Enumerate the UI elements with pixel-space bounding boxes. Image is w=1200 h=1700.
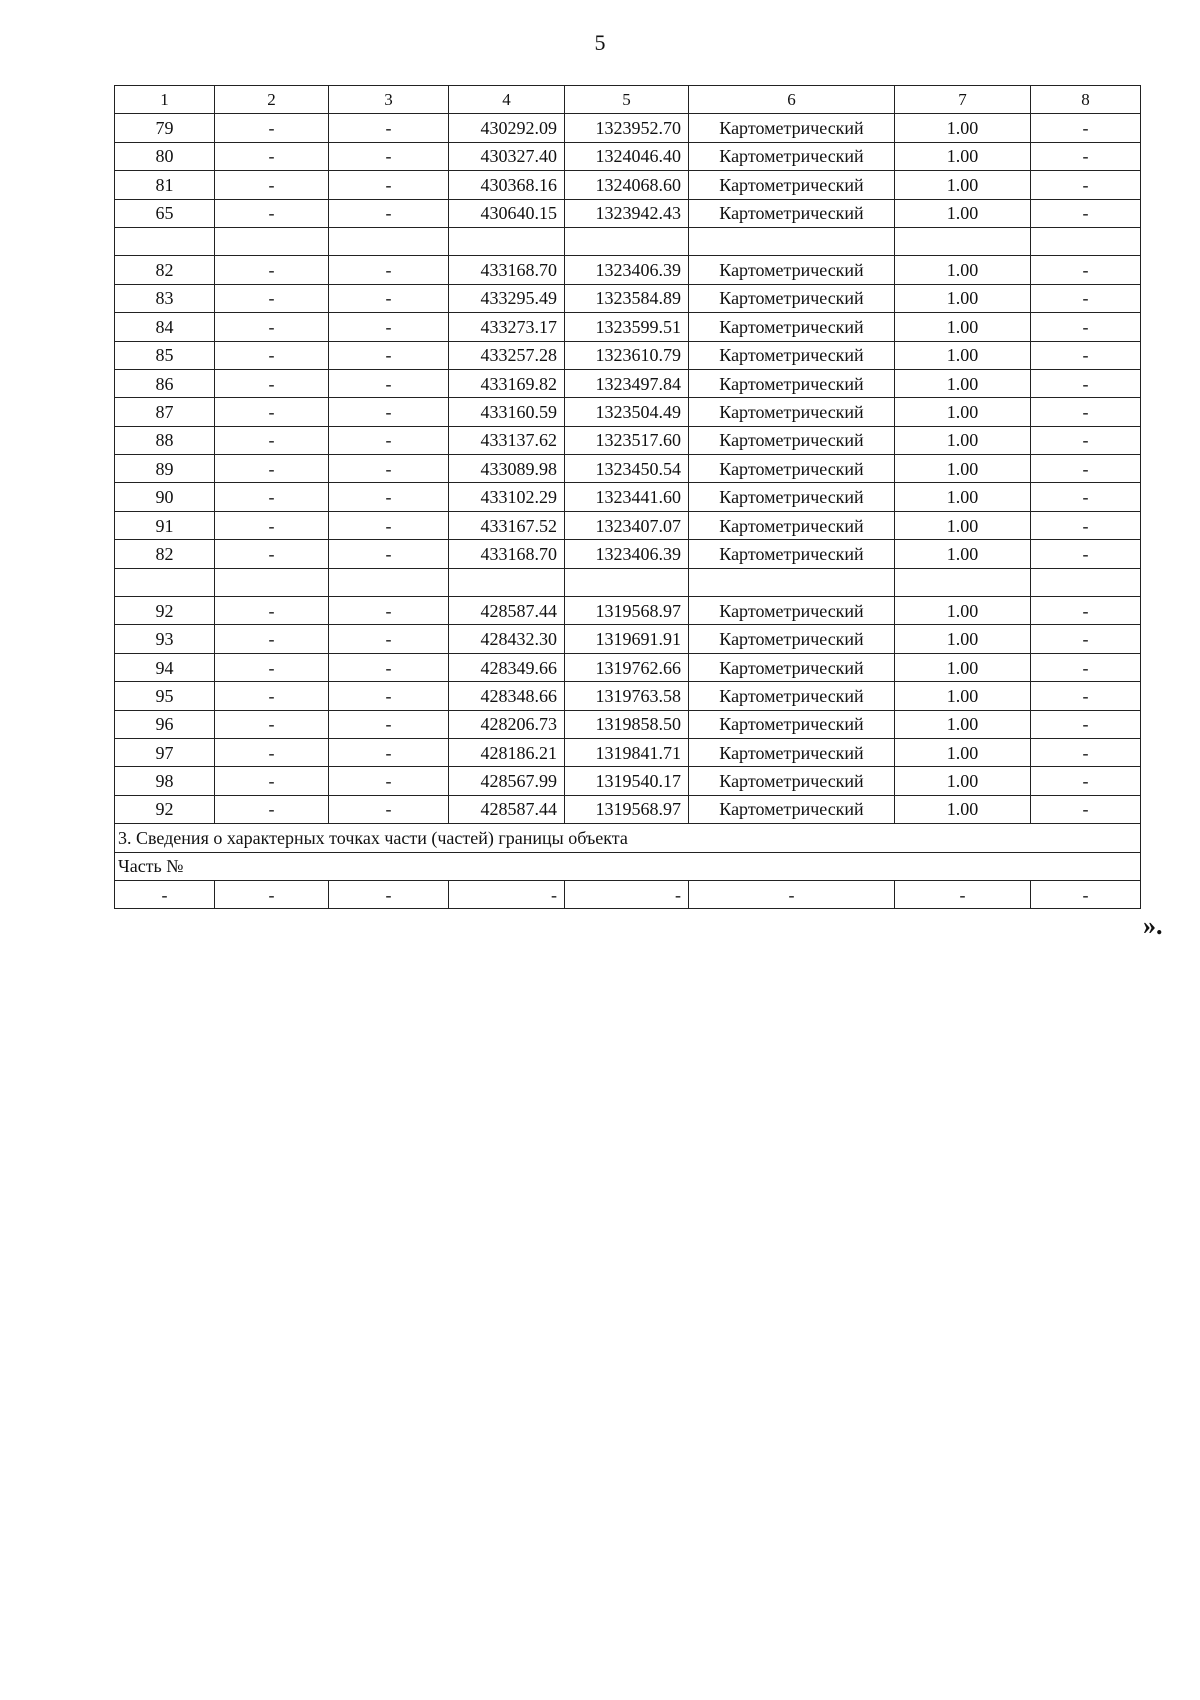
closing-quote-mark: ». [1143, 911, 1163, 940]
table-cell-col-4: 433089.98 [449, 455, 565, 483]
table-cell-col-8: - [1031, 511, 1141, 539]
table-cell-col-1: 86 [115, 369, 215, 397]
table-cell-col-3: - [329, 199, 449, 227]
table-cell-col-6: Картометрический [689, 171, 895, 199]
table-cell-col-6: Картометрический [689, 199, 895, 227]
table-cell-col-2: - [215, 625, 329, 653]
table-cell-col-2: 2 [215, 86, 329, 114]
table-cell-col-2: - [215, 398, 329, 426]
table-cell-col-6: Картометрический [689, 682, 895, 710]
table-cell-col-5: 1323497.84 [565, 369, 689, 397]
table-cell-col-6: Картометрический [689, 455, 895, 483]
table-cell-col-2: - [215, 313, 329, 341]
table-cell-col-1: - [115, 880, 215, 908]
table-cell-col-6: 6 [689, 86, 895, 114]
table-cell-col-4: 430640.15 [449, 199, 565, 227]
table-cell-col-4: 433160.59 [449, 398, 565, 426]
table-cell-col-7: 1.00 [895, 511, 1031, 539]
table-cell-col-2: - [215, 114, 329, 142]
table-cell-col-7: 1.00 [895, 738, 1031, 766]
table-cell-col-3: - [329, 511, 449, 539]
table-cell-col-5: 1323517.60 [565, 426, 689, 454]
table-cell-col-5: 1319568.97 [565, 795, 689, 823]
table-cell-col-8: - [1031, 682, 1141, 710]
table-cell-empty [689, 568, 895, 596]
table-cell-col-6: Картометрический [689, 625, 895, 653]
table-cell-col-7: 1.00 [895, 114, 1031, 142]
table-cell-col-3: - [329, 597, 449, 625]
table-cell-col-1: 87 [115, 398, 215, 426]
table-row [115, 313, 1141, 341]
table-cell-col-2: - [215, 597, 329, 625]
table-cell-col-3: - [329, 398, 449, 426]
table-cell-col-4: 428348.66 [449, 682, 565, 710]
table-cell-col-6: Картометрический [689, 653, 895, 681]
table-cell-col-6: Картометрический [689, 114, 895, 142]
table-cell-col-6: Картометрический [689, 540, 895, 568]
table-cell-col-8: 8 [1031, 86, 1141, 114]
table-cell-col-7: 1.00 [895, 540, 1031, 568]
table-row [115, 710, 1141, 738]
table-cell-col-3: - [329, 171, 449, 199]
table-cell-col-8: - [1031, 426, 1141, 454]
table-cell-col-3: - [329, 256, 449, 284]
table-cell-col-6: Картометрический [689, 284, 895, 312]
table-cell-col-3: - [329, 738, 449, 766]
table-cell-col-5: 1319568.97 [565, 597, 689, 625]
table-row [115, 511, 1141, 539]
table-cell-col-3: - [329, 682, 449, 710]
table-cell-col-3: - [329, 341, 449, 369]
table-cell-col-4: 433167.52 [449, 511, 565, 539]
table-row [115, 597, 1141, 625]
table-cell-col-2: - [215, 653, 329, 681]
table-cell-empty [565, 227, 689, 255]
table-header-row [115, 86, 1141, 114]
table-cell-empty [329, 568, 449, 596]
table-cell-col-1: 96 [115, 710, 215, 738]
coordinates-table-wrapper [114, 85, 1141, 909]
table-cell-col-7: 1.00 [895, 682, 1031, 710]
table-row [115, 341, 1141, 369]
table-row [115, 199, 1141, 227]
table-cell-col-8: - [1031, 313, 1141, 341]
table-cell-col-4: 430292.09 [449, 114, 565, 142]
table-cell-col-7: 1.00 [895, 313, 1031, 341]
table-cell-empty [1031, 568, 1141, 596]
table-cell-col-1: 92 [115, 597, 215, 625]
table-cell-col-1: 80 [115, 142, 215, 170]
table-cell-col-3: - [329, 426, 449, 454]
table-cell-col-7: 1.00 [895, 199, 1031, 227]
table-cell-col-6: - [689, 880, 895, 908]
table-cell-empty [449, 568, 565, 596]
table-cell-col-3: - [329, 795, 449, 823]
table-cell-col-7: 1.00 [895, 256, 1031, 284]
table-cell-col-3: - [329, 284, 449, 312]
table-row [115, 369, 1141, 397]
table-cell-col-7: 1.00 [895, 710, 1031, 738]
table-row [115, 256, 1141, 284]
table-row [115, 426, 1141, 454]
table-cell-col-5: 1323610.79 [565, 341, 689, 369]
table-cell-col-8: - [1031, 284, 1141, 312]
table-cell-col-3: - [329, 540, 449, 568]
table-cell-col-1: 97 [115, 738, 215, 766]
table-cell-col-7: 1.00 [895, 398, 1031, 426]
table-cell-col-3: - [329, 313, 449, 341]
table-cell-col-6: Картометрический [689, 256, 895, 284]
table-cell-col-4: 433257.28 [449, 341, 565, 369]
table-row [115, 171, 1141, 199]
table-cell-empty [215, 227, 329, 255]
table-row [115, 142, 1141, 170]
table-cell-col-5: 1323407.07 [565, 511, 689, 539]
part-row [115, 880, 1141, 908]
table-cell-col-4: - [449, 880, 565, 908]
table-cell-col-1: 81 [115, 171, 215, 199]
table-cell-col-1: 93 [115, 625, 215, 653]
table-cell-col-5: 1324046.40 [565, 142, 689, 170]
table-cell-col-8: - [1031, 880, 1141, 908]
table-cell-col-7: 1.00 [895, 767, 1031, 795]
section-title-row-text: 3. Сведения о характерных точках части (частей) границы объекта [115, 824, 1141, 852]
table-cell-col-3: - [329, 483, 449, 511]
table-cell-col-5: 1323584.89 [565, 284, 689, 312]
table-cell-col-5: 1323450.54 [565, 455, 689, 483]
table-cell-col-3: - [329, 142, 449, 170]
table-cell-col-2: - [215, 426, 329, 454]
table-cell-col-1: 1 [115, 86, 215, 114]
table-cell-col-7: 1.00 [895, 142, 1031, 170]
table-cell-col-5: 1323952.70 [565, 114, 689, 142]
table-cell-col-6: Картометрический [689, 426, 895, 454]
table-spacer-row [115, 568, 1141, 596]
table-cell-col-4: 433168.70 [449, 256, 565, 284]
table-cell-empty [689, 227, 895, 255]
table-cell-col-6: Картометрический [689, 341, 895, 369]
table-cell-col-2: - [215, 341, 329, 369]
table-row [115, 738, 1141, 766]
table-cell-col-6: Картометрический [689, 483, 895, 511]
table-cell-col-5: - [565, 880, 689, 908]
table-cell-col-1: 91 [115, 511, 215, 539]
table-cell-empty [329, 227, 449, 255]
table-row [115, 455, 1141, 483]
table-row [115, 284, 1141, 312]
table-cell-col-7: 1.00 [895, 795, 1031, 823]
table-cell-col-2: - [215, 199, 329, 227]
section-title-row [115, 824, 1141, 852]
table-cell-col-1: 79 [115, 114, 215, 142]
table-cell-col-6: Картометрический [689, 738, 895, 766]
table-cell-empty [449, 227, 565, 255]
table-cell-col-3: 3 [329, 86, 449, 114]
table-cell-col-1: 90 [115, 483, 215, 511]
table-cell-col-7: 1.00 [895, 426, 1031, 454]
table-cell-col-7: 1.00 [895, 284, 1031, 312]
table-cell-col-4: 428567.99 [449, 767, 565, 795]
table-cell-col-3: - [329, 455, 449, 483]
table-cell-col-7: 7 [895, 86, 1031, 114]
table-cell-col-6: Картометрический [689, 511, 895, 539]
table-cell-col-5: 1319841.71 [565, 738, 689, 766]
table-cell-col-2: - [215, 369, 329, 397]
table-cell-col-4: 433295.49 [449, 284, 565, 312]
table-cell-col-7: - [895, 880, 1031, 908]
table-cell-col-7: 1.00 [895, 653, 1031, 681]
table-cell-col-2: - [215, 540, 329, 568]
table-cell-col-2: - [215, 284, 329, 312]
table-cell-col-3: - [329, 369, 449, 397]
table-cell-col-6: Картометрический [689, 313, 895, 341]
table-row [115, 483, 1141, 511]
table-cell-col-1: 85 [115, 341, 215, 369]
table-cell-col-2: - [215, 483, 329, 511]
table-cell-col-4: 433137.62 [449, 426, 565, 454]
table-cell-col-6: Картометрический [689, 142, 895, 170]
table-cell-col-3: - [329, 653, 449, 681]
table-cell-empty [115, 227, 215, 255]
table-cell-col-3: - [329, 880, 449, 908]
table-cell-col-7: 1.00 [895, 597, 1031, 625]
table-cell-col-2: - [215, 795, 329, 823]
table-cell-col-5: 1319540.17 [565, 767, 689, 795]
table-cell-col-4: 428349.66 [449, 653, 565, 681]
table-cell-col-5: 1319691.91 [565, 625, 689, 653]
table-row [115, 682, 1141, 710]
table-cell-empty [115, 568, 215, 596]
table-cell-col-4: 430368.16 [449, 171, 565, 199]
table-cell-col-1: 98 [115, 767, 215, 795]
table-row [115, 653, 1141, 681]
table-cell-col-2: - [215, 738, 329, 766]
table-cell-col-4: 428432.30 [449, 625, 565, 653]
table-cell-col-2: - [215, 767, 329, 795]
table-cell-col-4: 4 [449, 86, 565, 114]
table-cell-col-2: - [215, 880, 329, 908]
coordinates-table [114, 85, 1141, 909]
table-cell-col-8: - [1031, 398, 1141, 426]
table-cell-col-4: 428587.44 [449, 795, 565, 823]
table-cell-col-7: 1.00 [895, 455, 1031, 483]
table-cell-col-3: - [329, 767, 449, 795]
table-cell-col-5: 1323406.39 [565, 256, 689, 284]
table-cell-col-8: - [1031, 483, 1141, 511]
table-cell-col-1: 88 [115, 426, 215, 454]
table-cell-col-4: 428206.73 [449, 710, 565, 738]
table-cell-col-7: 1.00 [895, 171, 1031, 199]
page-number: 5 [594, 30, 606, 55]
table-cell-col-7: 1.00 [895, 625, 1031, 653]
table-cell-col-4: 428186.21 [449, 738, 565, 766]
table-cell-col-8: - [1031, 171, 1141, 199]
table-row [115, 540, 1141, 568]
table-cell-col-1: 94 [115, 653, 215, 681]
table-cell-col-2: - [215, 171, 329, 199]
table-cell-col-6: Картометрический [689, 795, 895, 823]
table-row [115, 114, 1141, 142]
table-cell-col-4: 433168.70 [449, 540, 565, 568]
table-cell-col-4: 433102.29 [449, 483, 565, 511]
table-row [115, 625, 1141, 653]
table-cell-col-2: - [215, 455, 329, 483]
part-label-row-text: Часть № [115, 852, 1141, 880]
table-cell-col-2: - [215, 256, 329, 284]
table-cell-col-7: 1.00 [895, 369, 1031, 397]
table-cell-col-4: 428587.44 [449, 597, 565, 625]
table-cell-col-2: - [215, 142, 329, 170]
table-cell-col-3: - [329, 710, 449, 738]
table-cell-col-8: - [1031, 199, 1141, 227]
table-cell-col-6: Картометрический [689, 767, 895, 795]
table-cell-col-1: 92 [115, 795, 215, 823]
table-cell-col-8: - [1031, 256, 1141, 284]
part-label-row [115, 852, 1141, 880]
table-cell-col-7: 1.00 [895, 341, 1031, 369]
table-cell-empty [215, 568, 329, 596]
table-cell-col-6: Картометрический [689, 710, 895, 738]
table-row [115, 398, 1141, 426]
table-cell-col-8: - [1031, 597, 1141, 625]
table-cell-col-5: 1319763.58 [565, 682, 689, 710]
table-cell-col-2: - [215, 710, 329, 738]
table-cell-col-5: 1323599.51 [565, 313, 689, 341]
table-cell-col-6: Картометрический [689, 597, 895, 625]
table-cell-empty [895, 227, 1031, 255]
table-cell-col-1: 82 [115, 540, 215, 568]
table-cell-col-4: 430327.40 [449, 142, 565, 170]
table-cell-col-8: - [1031, 710, 1141, 738]
table-cell-col-5: 1323942.43 [565, 199, 689, 227]
table-cell-col-2: - [215, 511, 329, 539]
table-cell-col-7: 1.00 [895, 483, 1031, 511]
table-cell-col-5: 1324068.60 [565, 171, 689, 199]
table-cell-col-8: - [1031, 653, 1141, 681]
table-cell-col-4: 433273.17 [449, 313, 565, 341]
table-cell-col-6: Картометрический [689, 398, 895, 426]
table-cell-col-1: 95 [115, 682, 215, 710]
table-cell-col-1: 89 [115, 455, 215, 483]
table-cell-col-8: - [1031, 738, 1141, 766]
table-row [115, 795, 1141, 823]
table-cell-col-2: - [215, 682, 329, 710]
table-cell-col-8: - [1031, 341, 1141, 369]
table-cell-col-8: - [1031, 625, 1141, 653]
table-cell-col-3: - [329, 114, 449, 142]
table-cell-col-1: 82 [115, 256, 215, 284]
table-cell-col-8: - [1031, 114, 1141, 142]
table-cell-col-8: - [1031, 795, 1141, 823]
table-cell-col-5: 1323441.60 [565, 483, 689, 511]
table-cell-col-5: 1323406.39 [565, 540, 689, 568]
table-cell-col-8: - [1031, 455, 1141, 483]
table-spacer-row [115, 227, 1141, 255]
table-row [115, 767, 1141, 795]
table-cell-empty [565, 568, 689, 596]
table-cell-col-8: - [1031, 369, 1141, 397]
table-cell-col-1: 83 [115, 284, 215, 312]
table-cell-col-5: 1323504.49 [565, 398, 689, 426]
table-cell-col-8: - [1031, 142, 1141, 170]
table-cell-col-1: 84 [115, 313, 215, 341]
table-cell-col-3: - [329, 625, 449, 653]
table-cell-col-8: - [1031, 767, 1141, 795]
table-cell-col-4: 433169.82 [449, 369, 565, 397]
table-cell-col-6: Картометрический [689, 369, 895, 397]
table-cell-col-5: 1319858.50 [565, 710, 689, 738]
table-cell-empty [1031, 227, 1141, 255]
table-cell-col-8: - [1031, 540, 1141, 568]
table-cell-empty [895, 568, 1031, 596]
table-cell-col-5: 1319762.66 [565, 653, 689, 681]
table-cell-col-1: 65 [115, 199, 215, 227]
table-cell-col-5: 5 [565, 86, 689, 114]
